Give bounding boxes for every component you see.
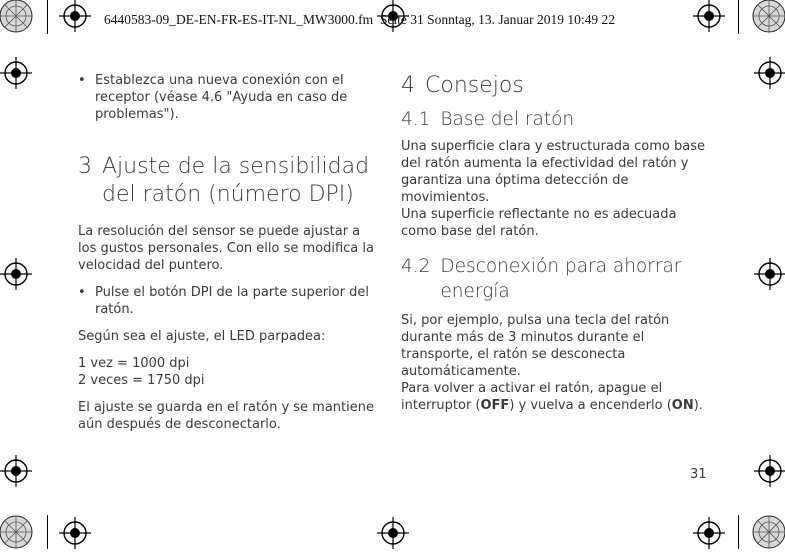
corner-rosette-icon xyxy=(0,0,36,36)
page-number: 31 xyxy=(690,467,707,482)
crop-mark xyxy=(47,515,48,549)
left-column xyxy=(78,72,378,443)
crop-mark xyxy=(738,0,739,34)
section-number: 3 xyxy=(78,154,92,179)
paragraph xyxy=(401,138,706,240)
registration-mark-icon xyxy=(0,57,32,89)
right-column xyxy=(401,72,706,424)
section-title: Ajuste de la sensibilidad del ratón (número DPI) xyxy=(102,154,370,207)
registration-mark-icon xyxy=(693,517,725,549)
paragraph: El ajuste se guarda en el ratón y se mantiene aún después de desconectarlo. xyxy=(78,400,374,432)
subsection-4-1-heading xyxy=(401,107,706,132)
registration-mark-icon xyxy=(693,0,725,32)
bullet-reconnect: • Establezca una nueva conexión con el receptor (véase 4.6 "Ayuda en caso de problemas"). xyxy=(78,72,378,123)
registration-mark-icon xyxy=(377,517,409,549)
paragraph-text: Si, por ejemplo, pulsa una tecla del ratón durante más de 3 minutos durante el transporte, el ratón se desconecta automáticamente. xyxy=(401,313,670,379)
corner-rosette-icon xyxy=(749,0,785,36)
crop-mark xyxy=(47,0,48,34)
paragraph: La resolución del sensor se puede ajustar a los gustos personales. Con ello se modifica la velocidad del puntero. xyxy=(78,224,374,273)
paragraph: Según sea el ajuste, el LED parpadea: xyxy=(78,329,326,344)
section-3-heading xyxy=(78,153,378,209)
registration-mark-icon xyxy=(59,0,91,32)
off-label: OFF xyxy=(480,398,510,413)
registration-mark-icon xyxy=(754,258,785,290)
paragraph-text: ). xyxy=(693,398,703,413)
blink-item: 1 vez = 1000 dpi xyxy=(78,356,190,371)
header-page-info: Seite 31 Sonntag, 13. Januar 2019 10:49 22 xyxy=(379,12,615,27)
subsection-title: Desconexión para ahorrar energía xyxy=(440,256,682,302)
registration-mark-icon xyxy=(0,455,32,487)
subsection-title: Base del ratón xyxy=(440,109,575,130)
subsection-4-2-heading xyxy=(401,254,706,304)
registration-mark-icon xyxy=(754,57,785,89)
corner-rosette-icon xyxy=(749,512,785,552)
paragraph-text: Una superficie reflectante no es adecuada como base del ratón. xyxy=(401,207,677,239)
header-filename: 6440583-09_DE-EN-FR-ES-IT-NL_MW3000.fm xyxy=(104,12,374,27)
paragraph-text: Para volver a activar el ratón, apague el interruptor ( xyxy=(401,381,663,413)
registration-mark-icon xyxy=(59,517,91,549)
on-label: ON xyxy=(671,398,694,413)
subsection-number: 4.1 xyxy=(401,109,431,130)
crop-mark xyxy=(738,515,739,549)
bullet-press-dpi: • Pulse el botón DPI de la parte superior del ratón. xyxy=(78,284,378,318)
print-header xyxy=(104,12,615,28)
blink-list xyxy=(78,355,378,389)
paragraph-text: Una superficie clara y estructurada como base del ratón aumenta la efectividad del ratón y garantiza una óptima detección de movimientos. xyxy=(401,139,705,205)
registration-mark-icon xyxy=(754,455,785,487)
paragraph xyxy=(401,312,706,414)
blink-item: 2 veces = 1750 dpi xyxy=(78,373,205,388)
subsection-number: 4.2 xyxy=(401,256,431,277)
section-number: 4 xyxy=(401,73,415,98)
registration-mark-icon xyxy=(0,258,32,290)
paragraph-text: ) y vuelva a encenderlo ( xyxy=(509,398,672,413)
section-4-heading xyxy=(401,72,706,100)
section-title: Consejos xyxy=(425,73,524,98)
corner-rosette-icon xyxy=(0,512,36,552)
